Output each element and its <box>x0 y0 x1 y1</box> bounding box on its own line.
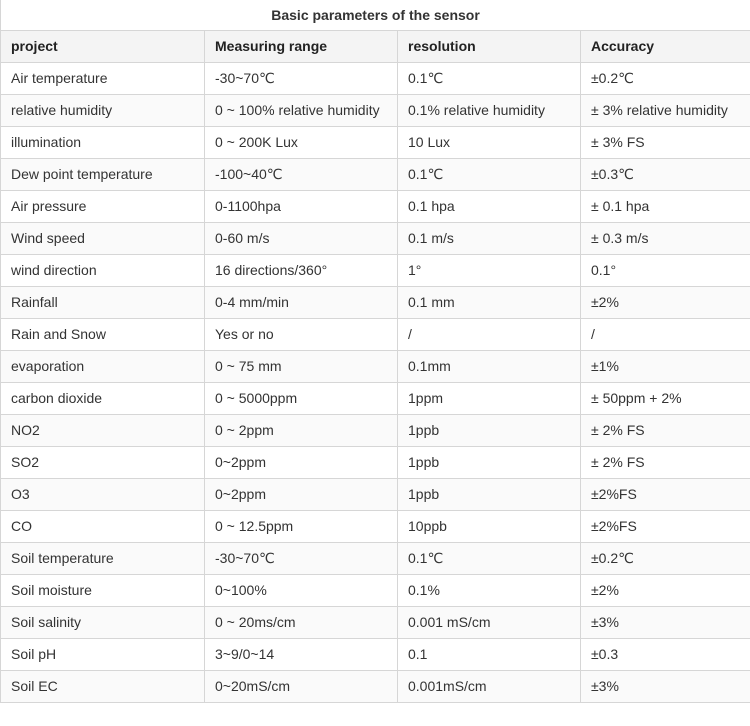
table-row <box>1 511 750 543</box>
cell-measuring-range: 0~2ppm <box>205 479 398 511</box>
cell-measuring-range: 0~20mS/cm <box>205 671 398 703</box>
cell-measuring-range: Yes or no <box>205 319 398 351</box>
cell-resolution: 1° <box>398 255 581 287</box>
cell-project: illumination <box>1 127 205 159</box>
cell-resolution: 1ppm <box>398 383 581 415</box>
cell-project: O3 <box>1 479 205 511</box>
cell-resolution: 0.1 mm <box>398 287 581 319</box>
table-row <box>1 255 750 287</box>
cell-measuring-range: 0 ~ 20ms/cm <box>205 607 398 639</box>
cell-accuracy: 0.1° <box>581 255 750 287</box>
cell-accuracy: ±0.2℃ <box>581 63 750 95</box>
cell-accuracy: ± 3% relative humidity <box>581 95 750 127</box>
header-project: project <box>1 31 205 63</box>
cell-project: NO2 <box>1 415 205 447</box>
cell-project: evaporation <box>1 351 205 383</box>
table-row <box>1 543 750 575</box>
cell-accuracy: ±2%FS <box>581 479 750 511</box>
cell-resolution: 0.1 <box>398 639 581 671</box>
table-row <box>1 319 750 351</box>
cell-measuring-range: 0-4 mm/min <box>205 287 398 319</box>
cell-resolution: 10ppb <box>398 511 581 543</box>
table-body <box>1 63 750 703</box>
header-measuring-range: Measuring range <box>205 31 398 63</box>
cell-measuring-range: 0 ~ 200K Lux <box>205 127 398 159</box>
table-row <box>1 191 750 223</box>
cell-accuracy: / <box>581 319 750 351</box>
table-row <box>1 127 750 159</box>
cell-resolution: 0.1 hpa <box>398 191 581 223</box>
cell-accuracy: ± 50ppm + 2% <box>581 383 750 415</box>
cell-project: Soil EC <box>1 671 205 703</box>
cell-resolution: 0.001 mS/cm <box>398 607 581 639</box>
cell-resolution: 0.1℃ <box>398 543 581 575</box>
cell-accuracy: ±1% <box>581 351 750 383</box>
cell-accuracy: ± 2% FS <box>581 415 750 447</box>
cell-accuracy: ± 3% FS <box>581 127 750 159</box>
cell-accuracy: ± 0.1 hpa <box>581 191 750 223</box>
table-row <box>1 383 750 415</box>
cell-measuring-range: -100~40℃ <box>205 159 398 191</box>
cell-resolution: 0.1℃ <box>398 159 581 191</box>
cell-resolution: 1ppb <box>398 415 581 447</box>
header-accuracy: Accuracy <box>581 31 750 63</box>
cell-project: Wind speed <box>1 223 205 255</box>
cell-project: Soil salinity <box>1 607 205 639</box>
cell-project: Air pressure <box>1 191 205 223</box>
cell-resolution: 0.1% relative humidity <box>398 95 581 127</box>
cell-measuring-range: 0 ~ 75 mm <box>205 351 398 383</box>
cell-measuring-range: -30~70℃ <box>205 63 398 95</box>
cell-measuring-range: 0 ~ 12.5ppm <box>205 511 398 543</box>
cell-measuring-range: 0~100% <box>205 575 398 607</box>
table-row <box>1 607 750 639</box>
cell-measuring-range: 3~9/0~14 <box>205 639 398 671</box>
cell-project: Rain and Snow <box>1 319 205 351</box>
cell-project: SO2 <box>1 447 205 479</box>
cell-measuring-range: 0 ~ 2ppm <box>205 415 398 447</box>
cell-measuring-range: 0~2ppm <box>205 447 398 479</box>
cell-resolution: 10 Lux <box>398 127 581 159</box>
cell-project: CO <box>1 511 205 543</box>
cell-project: relative humidity <box>1 95 205 127</box>
cell-project: Soil moisture <box>1 575 205 607</box>
cell-resolution: 0.001mS/cm <box>398 671 581 703</box>
cell-resolution: 0.1℃ <box>398 63 581 95</box>
table-row <box>1 95 750 127</box>
cell-accuracy: ± 0.3 m/s <box>581 223 750 255</box>
header-resolution: resolution <box>398 31 581 63</box>
cell-resolution: 0.1 m/s <box>398 223 581 255</box>
table-row <box>1 159 750 191</box>
cell-accuracy: ±2%FS <box>581 511 750 543</box>
cell-project: Rainfall <box>1 287 205 319</box>
cell-project: wind direction <box>1 255 205 287</box>
cell-accuracy: ±3% <box>581 671 750 703</box>
cell-accuracy: ±2% <box>581 287 750 319</box>
cell-resolution: 1ppb <box>398 447 581 479</box>
cell-resolution: 0.1mm <box>398 351 581 383</box>
table-row <box>1 63 750 95</box>
cell-accuracy: ±3% <box>581 607 750 639</box>
table-row <box>1 223 750 255</box>
cell-resolution: 1ppb <box>398 479 581 511</box>
cell-project: Air temperature <box>1 63 205 95</box>
table-row <box>1 415 750 447</box>
table-row <box>1 575 750 607</box>
table-row <box>1 639 750 671</box>
cell-resolution: / <box>398 319 581 351</box>
table-title-row <box>1 0 750 31</box>
table-row <box>1 447 750 479</box>
table-header-row <box>1 31 750 63</box>
table-row <box>1 351 750 383</box>
cell-accuracy: ±0.3℃ <box>581 159 750 191</box>
cell-measuring-range: 0 ~ 100% relative humidity <box>205 95 398 127</box>
cell-measuring-range: -30~70℃ <box>205 543 398 575</box>
cell-measuring-range: 0-60 m/s <box>205 223 398 255</box>
cell-accuracy: ±2% <box>581 575 750 607</box>
cell-accuracy: ±0.3 <box>581 639 750 671</box>
cell-project: Soil pH <box>1 639 205 671</box>
table-row <box>1 671 750 703</box>
cell-measuring-range: 0 ~ 5000ppm <box>205 383 398 415</box>
cell-project: Dew point temperature <box>1 159 205 191</box>
table-row <box>1 479 750 511</box>
cell-measuring-range: 0-1100hpa <box>205 191 398 223</box>
table-row <box>1 287 750 319</box>
table-title: Basic parameters of the sensor <box>1 0 750 31</box>
cell-resolution: 0.1% <box>398 575 581 607</box>
cell-measuring-range: 16 directions/360° <box>205 255 398 287</box>
cell-accuracy: ±0.2℃ <box>581 543 750 575</box>
cell-project: carbon dioxide <box>1 383 205 415</box>
cell-accuracy: ± 2% FS <box>581 447 750 479</box>
cell-project: Soil temperature <box>1 543 205 575</box>
